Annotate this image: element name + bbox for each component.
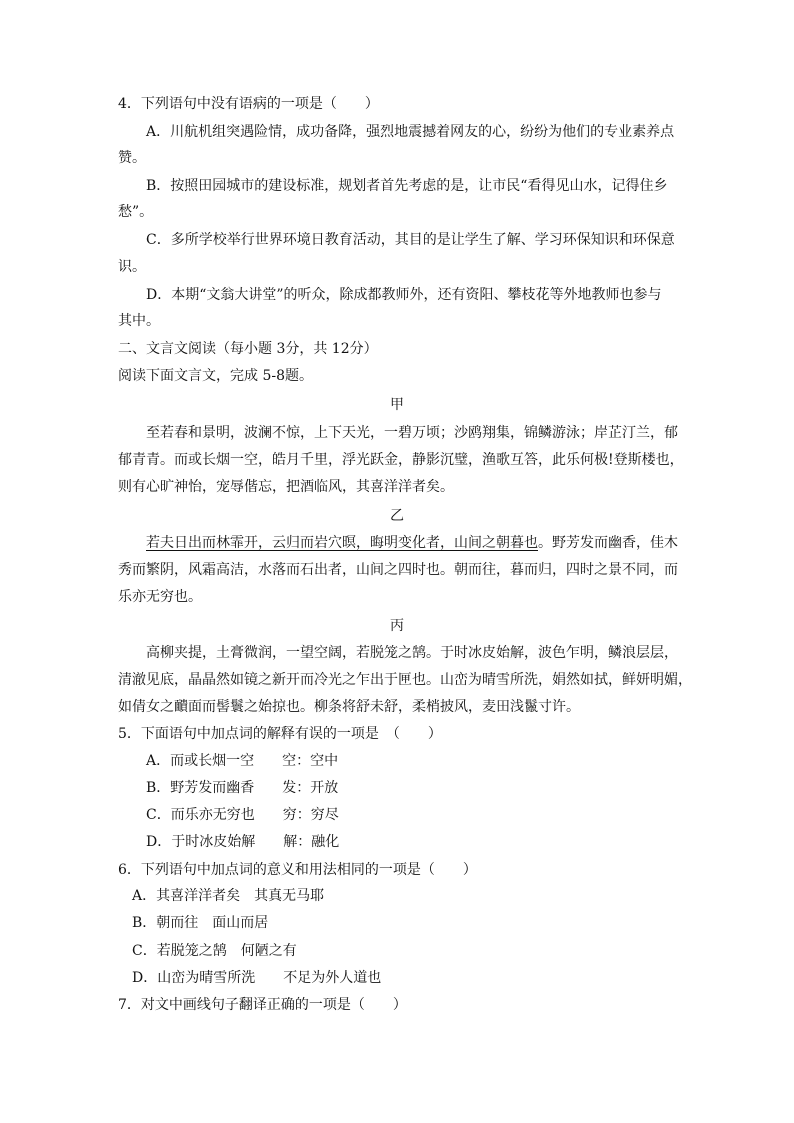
q4-option-a-cont: 赞。 [118, 150, 146, 166]
passage-yi-line: 秀而繁阴，风霜高洁，水落而石出者，山间之四时也。朝而往，暮而归，四时之景不同，而 [118, 562, 678, 578]
q5-option-d: D．于时冰皮始解 解：融化 [146, 834, 340, 850]
q4-option-c: C．多所学校举行世界环境日教育活动，其目的是让学生了解、学习环保知识和环保意 [146, 232, 675, 248]
passage-jia-line: 则有心旷神怡，宠辱偕忘，把酒临风，其喜洋洋者矣。 [118, 479, 454, 495]
passage-yi-title: 乙 [390, 508, 404, 524]
passage-bing-line: 如倩女之靧面而髻鬟之始掠也。柳条将舒未舒，柔梢披风，麦田浅鬣寸许。 [118, 699, 580, 715]
q5-option-a: A．而或长烟一空 空：空中 [146, 753, 339, 769]
q4-stem: 4．下列语句中没有语病的一项是（ ） [118, 96, 379, 112]
q6-option-c: C．若脱笼之鹄 何陋之有 [132, 943, 297, 959]
section-instruction: 阅读下面文言文，完成 5-8题。 [118, 368, 313, 384]
q6-option-a: A．其喜洋洋者矣 其真无马耶 [132, 888, 325, 904]
q5-stem: 5．下面语句中加点词的解释有误的一项是 （ ） [118, 726, 442, 742]
underlined-sentence: 若夫日出而林霏开，云归而岩穴暝，晦明变化者，山间之朝暮也 [146, 535, 538, 551]
q5-option-c: C．而乐亦无穷也 穷：穷尽 [146, 807, 339, 823]
q5-option-b: B．野芳发而幽香 发：开放 [146, 780, 339, 796]
passage-bing-line: 清澈见底，晶晶然如镜之新开而冷光之乍出于匣也。山峦为晴雪所洗，娟然如拭，鲜妍明媚， [118, 672, 692, 688]
q7-stem: 7．对文中画线句子翻译正确的一项是（ ） [118, 997, 407, 1013]
q6-stem: 6．下列语句中加点词的意义和用法相同的一项是（ ） [118, 862, 477, 878]
q4-option-b-cont: 愁”。 [118, 204, 154, 220]
passage-yi-line [146, 534, 678, 552]
q6-option-b: B．朝而往 面山而居 [132, 915, 269, 931]
passage-bing-title: 丙 [390, 618, 404, 634]
passage-yi-line: 乐亦无穷也。 [118, 589, 202, 605]
q4-option-d-cont: 其中。 [118, 313, 160, 329]
q6-option-d: D．山峦为晴雪所洗 不足为外人道也 [132, 970, 382, 986]
passage-yi-line-rest: 。野芳发而幽香，佳木 [538, 535, 678, 551]
q4-option-a: A．川航机组突遇险情，成功备降，强烈地震撼着网友的心，纷纷为他们的专业素养点 [146, 124, 675, 140]
q4-option-d: D．本期“文翁大讲堂”的听众，除成都教师外，还有资阳、攀枝花等外地教师也参与 [146, 287, 662, 303]
q4-option-b: B．按照田园城市的建设标准，规划者首先考虑的是，让市民“看得见山水，记得住乡 [146, 178, 668, 194]
passage-bing-line: 高柳夹提，土膏微润，一望空阔，若脱笼之鹄。于时冰皮始解，波色乍明，鳞浪层层， [146, 645, 678, 661]
passage-jia-line: 至若春和景明，波澜不惊，上下天光，一碧万顷；沙鸥翔集，锦鳞游泳；岸芷汀兰，郁 [146, 425, 678, 441]
passage-jia-title: 甲 [390, 397, 404, 413]
section-heading: 二、文言文阅读（每小题 3分，共 12分） [118, 341, 378, 357]
passage-jia-line: 郁青青。而或长烟一空，皓月千里，浮光跃金，静影沉璧，渔歌互答，此乐何极!登斯楼也， [118, 452, 684, 468]
q4-option-c-cont: 识。 [118, 259, 146, 275]
